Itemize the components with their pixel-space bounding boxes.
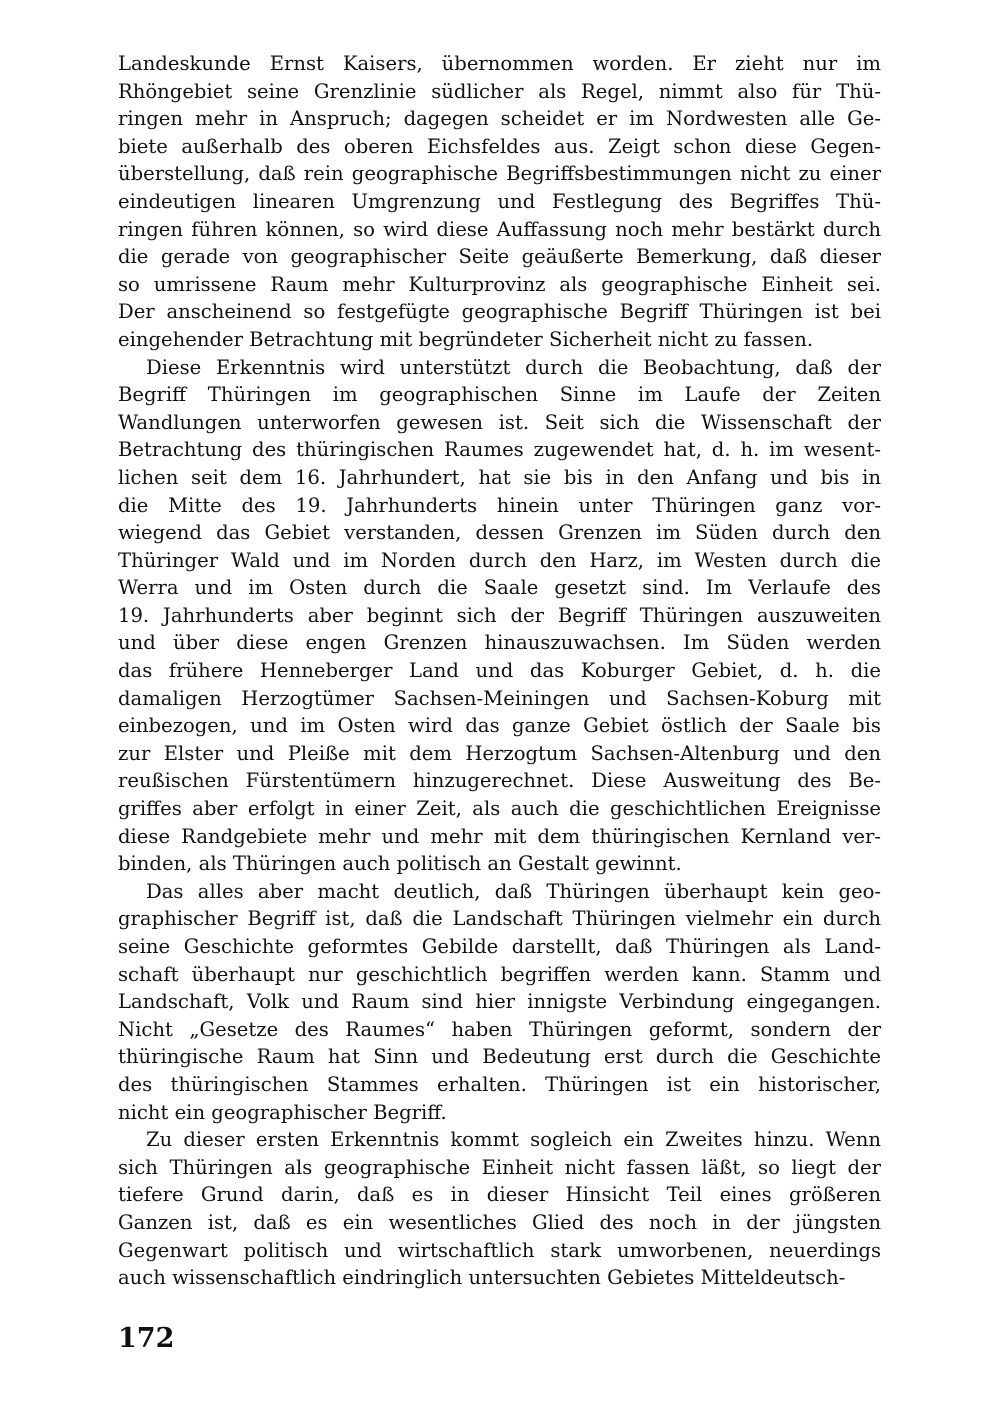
text-line: thüringische Raum hat Sinn und Bedeutung erst durch die Geschichte [118, 1045, 881, 1069]
text-line: schaft überhaupt nur geschichtlich begriffen werden kann. Stamm und [118, 962, 881, 986]
text-line: auch wissenschaftlich eindringlich untersuchten Gebietes Mitteldeutsch- [118, 1266, 846, 1290]
text-line: Diese Erkenntnis wird unterstützt durch die Beobachtung, daß der [146, 355, 881, 379]
text-line: Gegenwart politisch und wirtschaftlich stark umworbenen, neuerdings [118, 1238, 881, 1262]
paragraph-4 [118, 1126, 881, 1292]
text-line: Rhöngebiet seine Grenzlinie südlicher als Regel, nimmt also für Thü- [118, 79, 881, 103]
text-line: Landschaft, Volk und Raum sind hier innigste Verbindung eingegangen. [118, 990, 881, 1014]
text-line: damaligen Herzogtümer Sachsen-Meiningen und Sachsen-Koburg mit [118, 686, 881, 710]
text-line: diese Randgebiete mehr und mehr mit dem thüringischen Kernland ver- [118, 824, 881, 848]
text-line: die gerade von geographischer Seite geäußerte Bemerkung, daß dieser [118, 245, 881, 269]
paragraph-2 [118, 354, 881, 878]
text-line: Ganzen ist, daß es ein wesentliches Glied des noch in der jüngsten [118, 1210, 881, 1234]
text-line: die Mitte des 19. Jahrhunderts hinein unter Thüringen ganz vor- [118, 493, 881, 517]
text-line: biete außerhalb des oberen Eichsfeldes aus. Zeigt schon diese Gegen- [118, 134, 881, 158]
paragraph-1 [118, 50, 881, 354]
text-line: und über diese engen Grenzen hinauszuwachsen. Im Süden werden [118, 631, 881, 655]
text-line: des thüringischen Stammes erhalten. Thüringen ist ein historischer, [118, 1072, 881, 1096]
text-line: ringen mehr in Anspruch; dagegen scheidet er im Nordwesten alle Ge- [118, 107, 881, 131]
paragraph-3 [118, 878, 881, 1126]
text-line: Werra und im Osten durch die Saale gesetzt sind. Im Verlaufe des [118, 576, 881, 600]
text-line: das frühere Henneberger Land und das Koburger Gebiet, d. h. die [118, 659, 881, 683]
text-line: Das alles aber macht deutlich, daß Thüringen überhaupt kein geo- [146, 879, 881, 903]
text-line: Thüringer Wald und im Norden durch den Harz, im Westen durch die [118, 548, 881, 572]
text-line: so umrissene Raum mehr Kulturprovinz als geographische Einheit sei. [118, 272, 881, 296]
page-number: 172 [118, 1323, 175, 1354]
text-line: Nicht „Gesetze des Raumes“ haben Thüringen geformt, sondern der [118, 1017, 881, 1041]
text-line: nicht ein geographischer Begriff. [118, 1100, 447, 1124]
text-line: graphischer Begriff ist, daß die Landschaft Thüringen vielmehr ein durch [118, 907, 881, 931]
body-text [118, 50, 881, 1292]
text-line: zur Elster und Pleiße mit dem Herzogtum Sachsen-Altenburg und den [118, 741, 881, 765]
text-line: griffes aber erfolgt in einer Zeit, als auch die geschichtlichen Ereignisse [118, 797, 881, 821]
text-line: eingehender Betrachtung mit begründeter Sicherheit nicht zu fassen. [118, 327, 814, 351]
text-line: wiegend das Gebiet verstanden, dessen Grenzen im Süden durch den [118, 521, 881, 545]
text-line: lichen seit dem 16. Jahrhundert, hat sie bis in den Anfang und bis in [118, 465, 881, 489]
text-line: Landeskunde Ernst Kaisers, übernommen worden. Er zieht nur im [118, 52, 881, 75]
text-line: sich Thüringen als geographische Einheit nicht fassen läßt, so liegt der [118, 1155, 881, 1179]
text-line: Wandlungen unterworfen gewesen ist. Seit sich die Wissenschaft der [118, 410, 881, 434]
text-line: ringen führen können, so wird diese Auffassung noch mehr bestärkt durch [118, 217, 881, 241]
text-line: tiefere Grund darin, daß es in dieser Hinsicht Teil eines größeren [118, 1183, 881, 1207]
text-line: binden, als Thüringen auch politisch an Gestalt gewinnt. [118, 852, 682, 876]
text-line: Betrachtung des thüringischen Raumes zugewendet hat, d. h. im wesent- [118, 438, 881, 462]
text-line: 19. Jahrhunderts aber beginnt sich der Begriff Thüringen auszuweiten [118, 603, 881, 627]
text-line: Der anscheinend so festgefügte geographische Begriff Thüringen ist bei [118, 300, 881, 324]
text-line: einbezogen, und im Osten wird das ganze Gebiet östlich der Saale bis [118, 714, 881, 738]
text-line: Zu dieser ersten Erkenntnis kommt sogleich ein Zweites hinzu. Wenn [146, 1128, 881, 1152]
text-line: Begriff Thüringen im geographischen Sinne im Laufe der Zeiten [118, 383, 881, 407]
text-line: überstellung, daß rein geographische Begriffsbestimmungen nicht zu einer [118, 162, 881, 186]
text-line: seine Geschichte geformtes Gebilde darstellt, daß Thüringen als Land- [118, 935, 881, 958]
text-line: eindeutigen linearen Umgrenzung und Festlegung des Begriffes Thü- [118, 189, 881, 213]
text-line: reußischen Fürstentümern hinzugerechnet. Diese Ausweitung des Be- [118, 769, 881, 793]
